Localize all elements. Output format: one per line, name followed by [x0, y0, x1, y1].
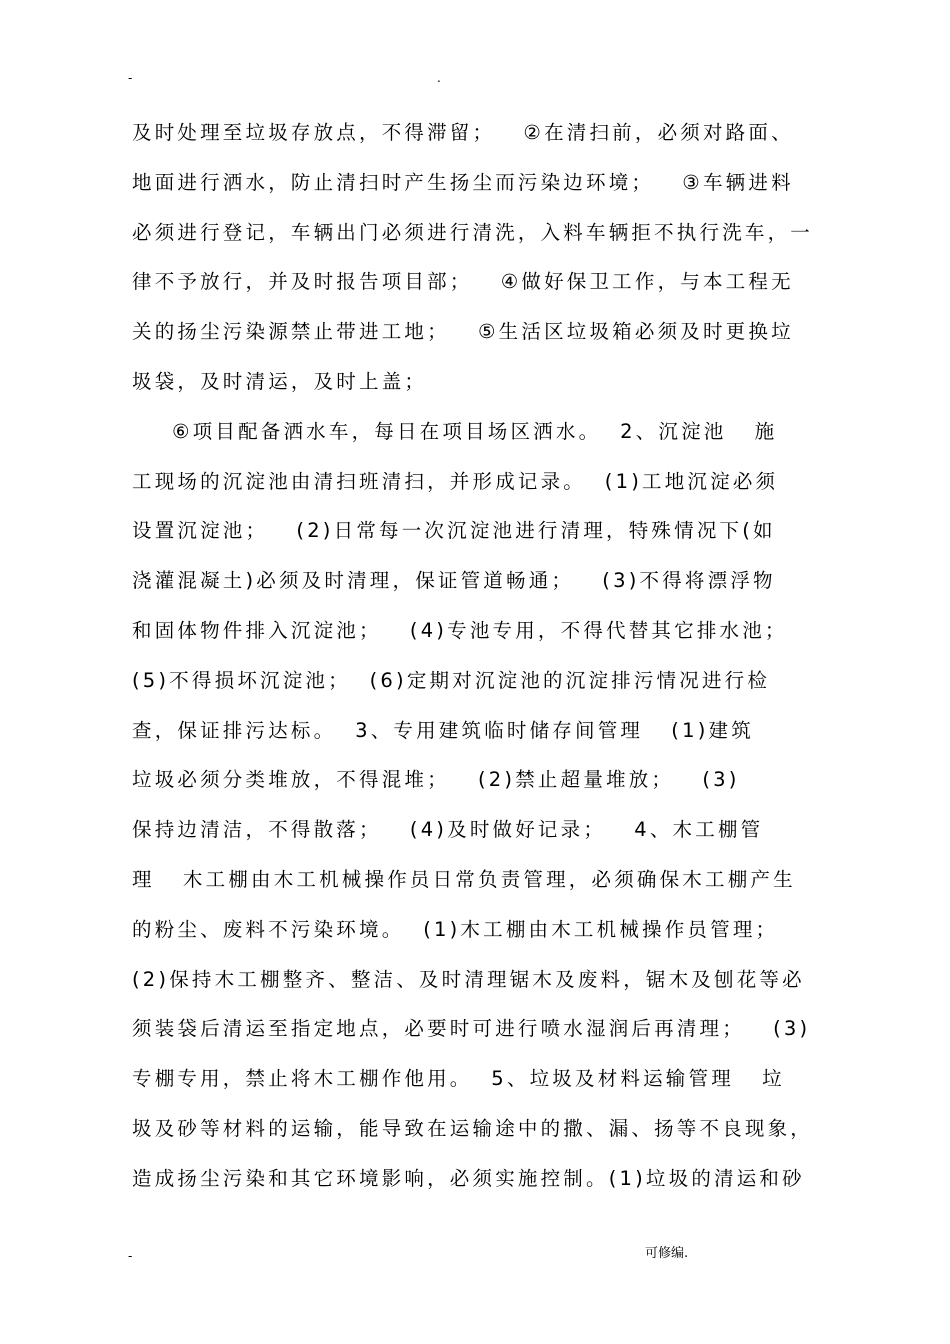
text-line: 律不予放行，并及时报告项目部； ④做好保卫工作，与本工程无 [132, 270, 794, 294]
text-line: 工现场的沉淀池由清扫班清扫，并形成记录。 (1)工地沉淀必须 [132, 469, 779, 493]
footer-editable-note: 可修编. [645, 1246, 689, 1261]
footer-left-mark: - [128, 1249, 133, 1263]
text-line: 查，保证排污达标。 3、专用建筑临时储存间管理 (1)建筑 [132, 718, 754, 742]
text-line: 保持边清洁，不得散落； (4)及时做好记录； 4、木工棚管 [132, 818, 764, 842]
text-line: 设置沉淀池； (2)日常每一次沉淀池进行清理，特殊情况下(如 [132, 519, 776, 543]
document-body [132, 108, 814, 1204]
text-line: 专棚专用，禁止将木工棚作他用。 5、垃圾及材料运输管理 垃 [132, 1067, 785, 1091]
text-line: 地面进行洒水，防止清扫时产生扬尘而污染边环境； ③车辆进料 [132, 170, 794, 194]
text-line: 圾及砂等材料的运输，能导致在运输途中的撒、漏、扬等不良现象， [132, 1116, 814, 1140]
text-line: 垃圾必须分类堆放，不得混堆； (2)禁止超量堆放； (3) [132, 768, 740, 792]
text-line: 浇灌混凝土)必须及时清理，保证管道畅通； (3)不得将漂浮物 [132, 569, 776, 593]
header-center-mark: . [437, 71, 441, 85]
text-line: 圾袋，及时清运，及时上盖； [132, 369, 428, 393]
text-line: 造成扬尘污染和其它环境影响，必须实施控制。(1)垃圾的清运和砂 [132, 1166, 805, 1190]
text-line: 的粉尘、废料不污染环境。 (1)木工棚由木工机械操作员管理； [132, 917, 779, 941]
header-left-mark: - [128, 71, 133, 85]
text-line: ⑥项目配备洒水车，每日在项目场区洒水。 2、沉淀池 施 [172, 419, 778, 443]
text-line: 关的扬尘污染源禁止带进工地； ⑤生活区垃圾箱必须及时更换垃 [132, 320, 794, 344]
text-line: (5)不得损坏沉淀池； (6)定期对沉淀池的沉淀排污情况进行检 [132, 668, 771, 692]
text-line: 须装袋后清运至指定地点，必要时可进行喷水湿润后再清理； (3) [132, 1017, 811, 1041]
text-line: 必须进行登记，车辆出门必须进行清洗，入料车辆拒不执行洗车，一 [132, 220, 814, 244]
text-line: 及时处理至垃圾存放点，不得滞留； ②在清扫前，必须对路面、 [132, 121, 794, 144]
text-line: 理 木工棚由木工机械操作员日常负责管理，必须确保木工棚产生 [132, 867, 796, 891]
text-line: 和固体物件排入沉淀池； (4)专池专用，不得代替其它排水池； [132, 618, 788, 642]
text-line: (2)保持木工棚整齐、整洁、及时清理锯木及废料，锯木及刨花等必 [132, 967, 805, 991]
